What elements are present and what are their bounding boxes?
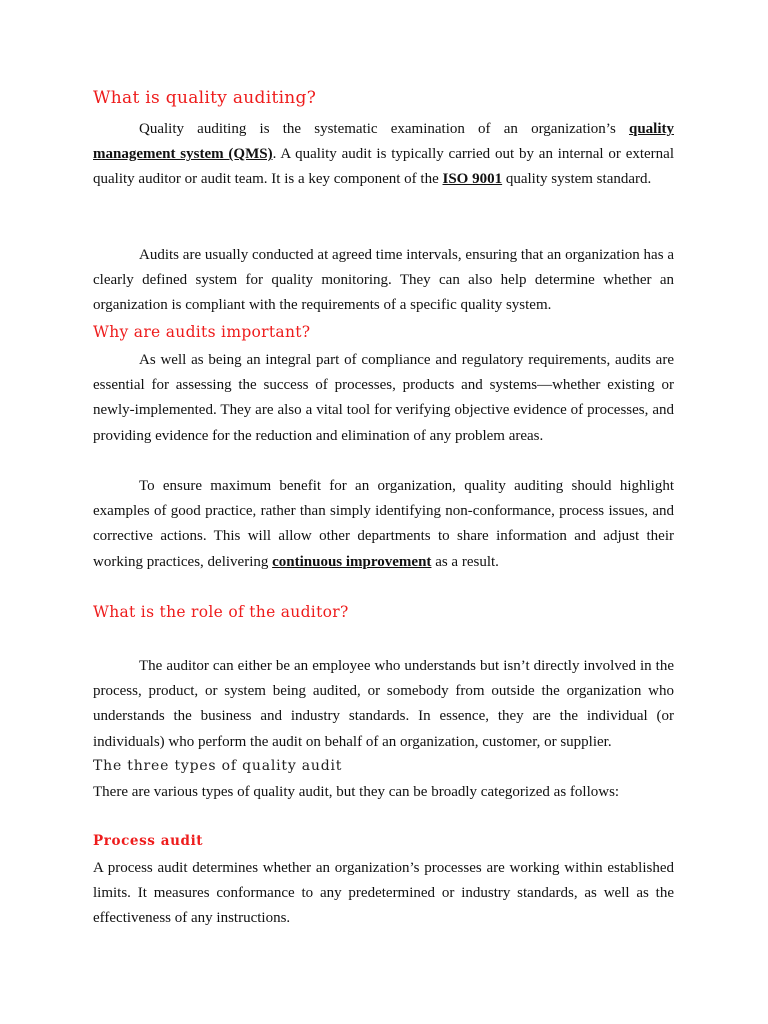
heading-why-audits-important: Why are audits important? xyxy=(93,323,311,341)
paragraph-types-intro: There are various types of quality audit, but they can be broadly categorized as follows: xyxy=(93,784,620,800)
heading-what-is-quality-auditing: What is quality auditing? xyxy=(93,88,317,108)
paragraph-audit-intervals: Audits are usually conducted at agreed time intervals, ensuring that an organization has a clearly defined system for quality monitoring. They can also help determine whether an organization is compliant with the requirements of a specific quality system. xyxy=(93,247,674,314)
paragraph-maximum-benefit xyxy=(93,474,674,575)
qms-link[interactable]: quality management system (QMS) xyxy=(93,121,674,163)
continuous-improvement-link[interactable]: continuous improvement xyxy=(272,553,432,570)
paragraph-audits-essential: As well as being an integral part of compliance and regulatory requirements, audits are essential for assessing the success of processes, products and systems—whether existing or newly-implemented. They are also a vital tool for verifying objective evidence of processes, and providing evidence for the reduction and elimination of any problem areas. xyxy=(93,352,674,444)
text: To ensure maximum benefit for an organization, quality auditing should highlight examples of good practice, rather than simply identifying non-conformance, process issues, and corrective actions. This will allow other departments to share information and adjust their working practices, delivering xyxy=(93,478,674,570)
iso-9001-link[interactable]: ISO 9001 xyxy=(442,171,503,188)
paragraph-quality-auditing-definition xyxy=(93,117,674,193)
text: Quality auditing is the systematic examination of an organization’s xyxy=(139,121,629,137)
paragraph-auditor-role: The auditor can either be an employee who understands but isn’t directly involved in the process, product, or system being audited, or somebody from outside the organization who understands the business and industry standards. In essence, they are the individual (or individuals) who perform the audit on behalf of an organization, customer, or supplier. xyxy=(93,658,674,750)
paragraph-process-audit: A process audit determines whether an organization’s processes are working within established limits. It measures conformance to any predetermined or industry standards, as well as the effectiveness of any instructions. xyxy=(93,860,674,927)
text: as a result. xyxy=(431,553,499,570)
heading-process-audit: Process audit xyxy=(93,833,204,849)
text: . A quality audit is typically carried out by an internal or external quality auditor or audit team. It is a key component of the xyxy=(93,146,674,188)
text: quality system standard. xyxy=(502,171,652,188)
heading-three-types: The three types of quality audit xyxy=(93,758,343,774)
heading-role-of-auditor: What is the role of the auditor? xyxy=(93,603,349,621)
